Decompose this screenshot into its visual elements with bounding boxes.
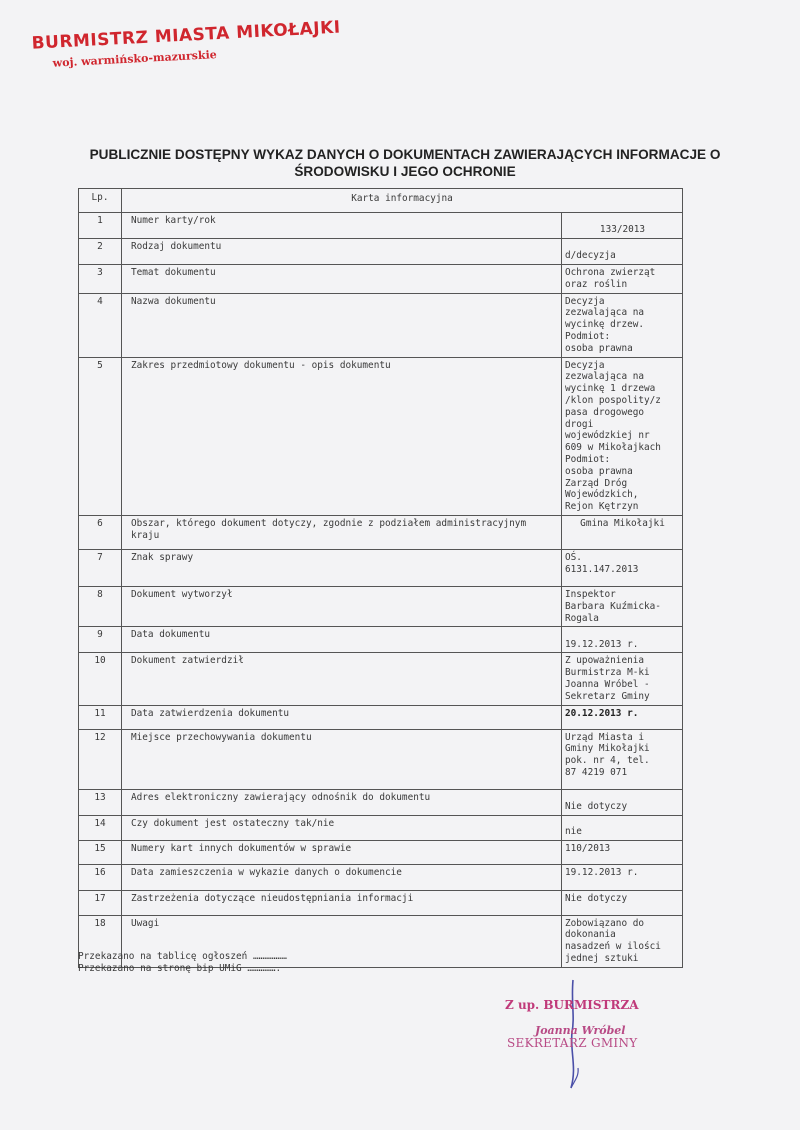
row-value: Decyzja zezwalająca na wycinkę drzew. Podmiot: osoba prawna — [562, 293, 683, 357]
table-row — [79, 515, 683, 549]
row-value: Z upoważnienia Burmistrza M-ki Joanna Wróbel - Sekretarz Gminy — [562, 653, 683, 705]
row-value: 19.12.2013 r. — [562, 864, 683, 890]
mayor-stamp — [31, 17, 342, 70]
row-label: Miejsce przechowywania dokumentu — [122, 729, 562, 789]
row-value: 133/2013 — [562, 213, 683, 239]
stamp-authorization: Z up. BURMISTRZA — [505, 998, 639, 1012]
row-number: 17 — [79, 890, 122, 915]
row-label: Zakres przedmiotowy dokumentu - opis dokumentu — [122, 357, 562, 515]
row-label: Dokument wytworzył — [122, 586, 562, 626]
row-number: 16 — [79, 864, 122, 890]
row-label: Obszar, którego dokument dotyczy, zgodnie z podziałem administracyjnym kraju — [122, 515, 562, 549]
row-label: Rodzaj dokumentu — [122, 239, 562, 265]
row-number: 7 — [79, 549, 122, 586]
row-value: Urząd Miasta i Gminy Mikołajki pok. nr 4, tel. 87 4219 071 — [562, 729, 683, 789]
document-title: PUBLICZNIE DOSTĘPNY WYKAZ DANYCH O DOKUMENTACH ZAWIERAJĄCYCH INFORMACJE O ŚRODOWISKU I JEGO OCHRONIE — [89, 147, 721, 179]
row-number: 3 — [79, 265, 122, 294]
row-number: 15 — [79, 840, 122, 864]
stamp-role: SEKRETARZ GMINY — [507, 1036, 638, 1050]
row-value: 20.12.2013 r. — [562, 705, 683, 729]
row-number: 2 — [79, 239, 122, 265]
row-number: 12 — [79, 729, 122, 789]
row-label: Data zamieszczenia w wykazie danych o dokumencie — [122, 864, 562, 890]
info-card-table — [78, 188, 683, 968]
table-row — [79, 729, 683, 789]
row-number: 8 — [79, 586, 122, 626]
row-number: 9 — [79, 627, 122, 653]
table-header-row — [79, 189, 683, 213]
row-value: Nie dotyczy — [562, 789, 683, 815]
table-row — [79, 549, 683, 586]
stamp-title: BURMISTRZ MIASTA MIKOŁAJKI — [31, 17, 342, 54]
stamp-region: woj. warmińsko-mazurskie — [52, 48, 218, 70]
table-row — [79, 705, 683, 729]
row-label: Dokument zatwierdził — [122, 653, 562, 705]
row-label: Uwagi — [122, 915, 562, 967]
table-row — [79, 239, 683, 265]
row-number: 4 — [79, 293, 122, 357]
row-value: Decyzja zezwalająca na wycinkę 1 drzewa /klon pospolity/z pasa drogowego drogi wojewódzkiej nr 609 w Mikołajkach Podmiot: osoba prawna Zarząd Dróg Wojewódzkich, Rejon Kętrzyn — [562, 357, 683, 515]
table-row — [79, 265, 683, 294]
table-row — [79, 586, 683, 626]
signature-stamp — [505, 996, 665, 1086]
row-value: 110/2013 — [562, 840, 683, 864]
table-row — [79, 864, 683, 890]
table-row — [79, 213, 683, 239]
table-row — [79, 653, 683, 705]
row-number: 5 — [79, 357, 122, 515]
row-number: 1 — [79, 213, 122, 239]
table-row — [79, 815, 683, 840]
bip-line: Przekazano na stronę bip UMiG ……………. — [78, 963, 282, 974]
row-value: OŚ. 6131.147.2013 — [562, 549, 683, 586]
table-row — [79, 840, 683, 864]
row-number: 11 — [79, 705, 122, 729]
row-value: Inspektor Barbara Kuźmicka- Rogala — [562, 586, 683, 626]
table-row — [79, 293, 683, 357]
table-row — [79, 890, 683, 915]
row-label: Zastrzeżenia dotyczące nieudostępniania informacji — [122, 890, 562, 915]
row-value: Gmina Mikołajki — [562, 515, 683, 549]
notice-board-line: Przekazano na tablicę ogłoszeń ……………… — [78, 951, 287, 962]
row-number: 10 — [79, 653, 122, 705]
row-label: Nazwa dokumentu — [122, 293, 562, 357]
row-value: nie — [562, 815, 683, 840]
table-row — [79, 627, 683, 653]
row-number: 18 — [79, 915, 122, 967]
row-label: Numer karty/rok — [122, 213, 562, 239]
row-label: Znak sprawy — [122, 549, 562, 586]
row-label: Data zatwierdzenia dokumentu — [122, 705, 562, 729]
header-karta: Karta informacyjna — [122, 189, 683, 213]
table-row — [79, 789, 683, 815]
stamp-signatory: Joanna Wróbel — [535, 1024, 626, 1037]
table-row — [79, 357, 683, 515]
row-value: 19.12.2013 r. — [562, 627, 683, 653]
row-label: Czy dokument jest ostateczny tak/nie — [122, 815, 562, 840]
row-label: Numery kart innych dokumentów w sprawie — [122, 840, 562, 864]
row-value: Nie dotyczy — [562, 890, 683, 915]
row-number: 6 — [79, 515, 122, 549]
row-value: d/decyzja — [562, 239, 683, 265]
row-label: Data dokumentu — [122, 627, 562, 653]
row-number: 13 — [79, 789, 122, 815]
row-value: Zobowiązano do dokonania nasadzeń w ilości jednej sztuki — [562, 915, 683, 967]
row-value: Ochrona zwierząt oraz roślin — [562, 265, 683, 294]
posting-notes — [78, 951, 287, 975]
row-label: Adres elektroniczny zawierający odnośnik do dokumentu — [122, 789, 562, 815]
row-number: 14 — [79, 815, 122, 840]
header-lp: Lp. — [79, 189, 122, 213]
row-label: Temat dokumentu — [122, 265, 562, 294]
